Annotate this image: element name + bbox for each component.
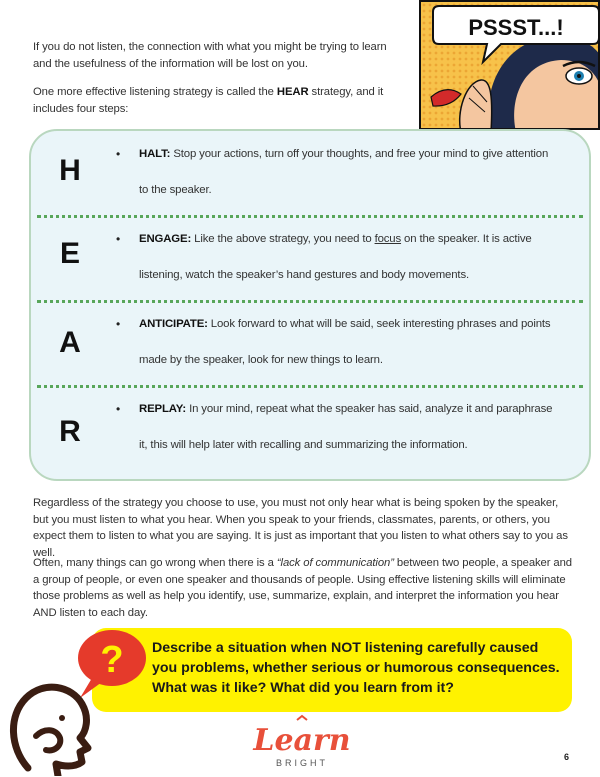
discussion-question-text: Describe a situation when NOT listening carefully caused you problems, whether serious or humorous consequences. What was it like? What did you learn from it? (152, 640, 560, 696)
logo-subtitle: BRIGHT (275, 758, 329, 768)
hear-row-replay (31, 391, 589, 477)
hear-item-text (139, 136, 559, 208)
intro-paragraph: If you do not listen, the connection with what you might be trying to learn and the usefulness of the information will be lost on you. (33, 41, 387, 70)
body-paragraph (33, 555, 573, 621)
body-paragraph: Regardless of the strategy you choose to use, you must not only hear what is being spoken by the speaker, but you must listen to what you hear. When you speak to your friends, classmates, parents, or others, you expect them to listen to what you are saying. It is just as important that you listen to what others say to you as well. (33, 497, 568, 559)
hear-description: Like the above strategy, you need to (191, 233, 375, 245)
hear-row-engage (31, 221, 589, 307)
dotted-divider (37, 300, 583, 303)
logo-graphic (247, 714, 357, 772)
hear-letter: A (59, 326, 81, 359)
hear-description: In your mind, repeat what the speaker has said, analyze it and paraphrase it, this will help later with recalling and summarizing the information. (139, 403, 553, 451)
comic-illustration (421, 2, 600, 130)
hear-row-halt (31, 136, 589, 222)
question-mark-icon: ? (100, 639, 124, 681)
hear-letter: H (59, 154, 81, 187)
dotted-divider (37, 385, 583, 388)
comic-whisper-image (419, 0, 600, 130)
bullet: • (116, 232, 121, 246)
hear-description: Stop your actions, turn off your thoughts, and free your mind to give attention to the speaker. (139, 148, 549, 196)
bullet: • (116, 402, 121, 416)
hear-strategy-box (29, 129, 591, 481)
hear-keyword: HEAR (276, 86, 309, 98)
page-number: 6 (564, 752, 570, 762)
body-text-end: between two people, a speaker and a group of people, or even one speaker and thousands of people. Using effective listening skills will eliminate those problems as well as help you identify, use, summarize, explain, and interpret the information you hear AND listen to each day. (33, 557, 572, 619)
hear-item-text (139, 221, 559, 293)
underlined-word: focus (374, 233, 402, 245)
hear-term: ENGAGE: (139, 233, 192, 245)
bullet: • (116, 317, 121, 331)
comic-bubble-text: PSSST...! (468, 15, 564, 40)
thinking-person-icon (0, 628, 160, 776)
hear-intro-paragraph (33, 84, 403, 117)
logo-word: Learn (253, 723, 351, 758)
intro-text: One more effective listening strategy is called the (33, 86, 277, 98)
hear-term: REPLAY: (139, 403, 187, 415)
hear-term: HALT: (139, 148, 171, 160)
dotted-divider (37, 215, 583, 218)
bullet: • (116, 147, 121, 161)
intro-text-end: strategy, and it includes four steps: (33, 86, 384, 115)
hear-item-text (139, 306, 559, 378)
hear-letter: E (59, 237, 80, 270)
hear-row-anticipate (31, 306, 589, 392)
hear-term: ANTICIPATE: (139, 318, 208, 330)
quoted-phrase: “lack of communication” (276, 557, 394, 569)
body-text: Often, many things can go wrong when there is a (33, 557, 277, 569)
hear-description: Look forward to what will be said, seek interesting phrases and points made by the speaker, look for new things to learn. (139, 318, 551, 366)
hear-item-text (139, 391, 559, 463)
hear-letter: R (59, 415, 81, 448)
hear-description-end: on the speaker. It is active listening, watch the speaker’s hand gestures and body movements. (139, 233, 532, 281)
discussion-question-box (92, 628, 572, 712)
learn-bright-logo (247, 714, 357, 772)
